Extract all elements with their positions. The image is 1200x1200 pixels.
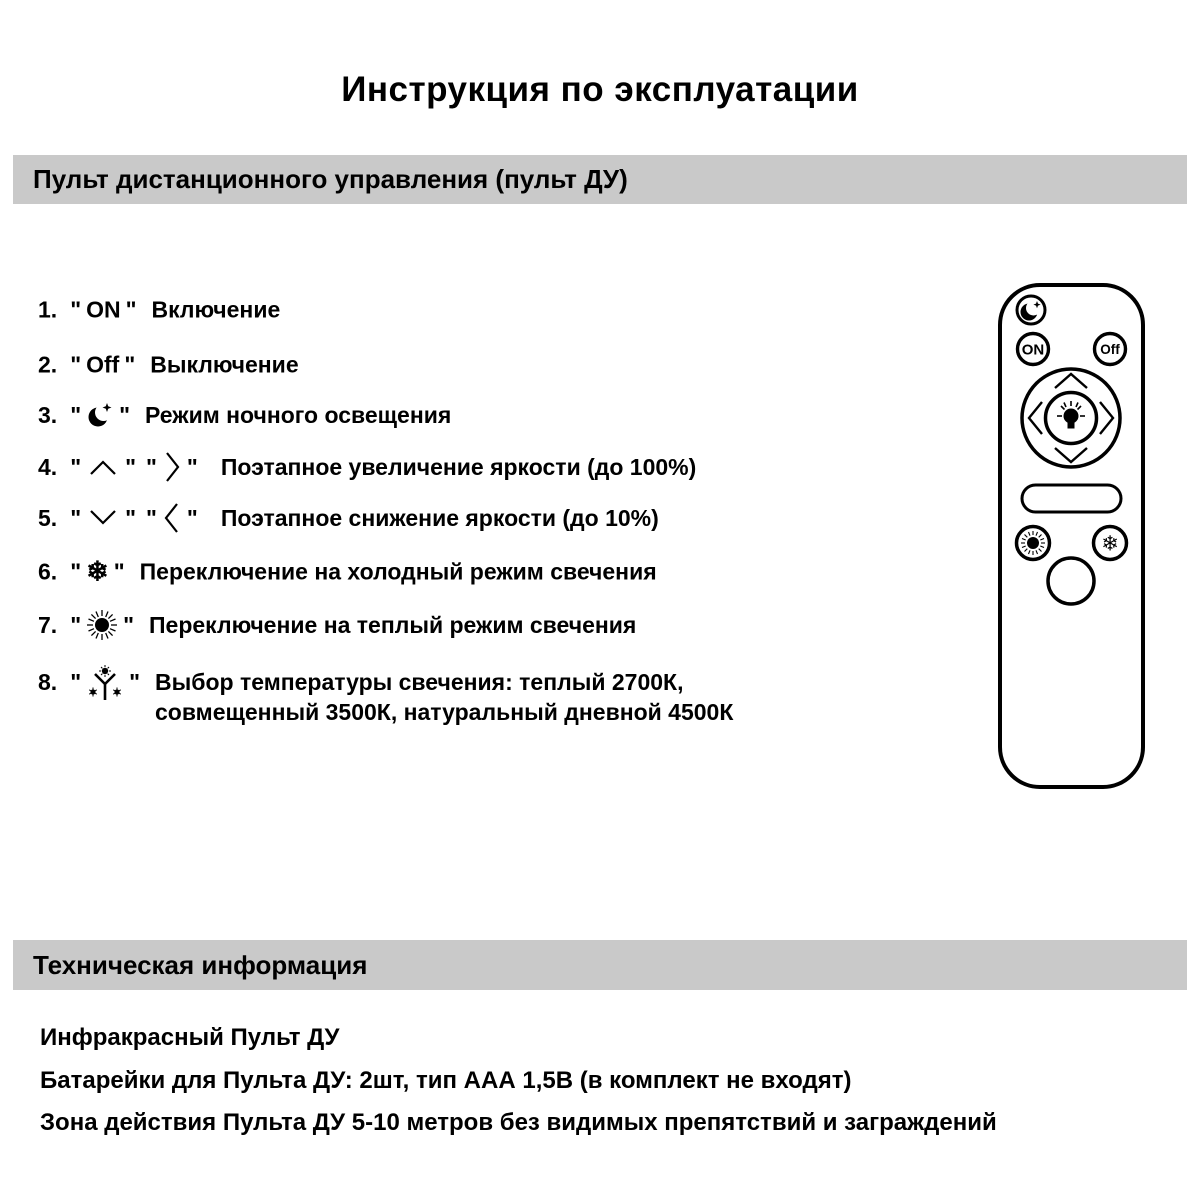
section-header-tech [13, 940, 1187, 990]
quote-mark: " [113, 558, 125, 585]
section-header-tech-label: Техническая информация [33, 949, 368, 980]
item-number: 2. [38, 351, 58, 378]
list-item [38, 448, 696, 486]
quote-mark: " [70, 296, 82, 323]
quote-mark: " [125, 296, 137, 323]
quote-mark: " [70, 351, 82, 378]
item-label-line1: Выбор температуры свечения: теплый 2700К, [155, 669, 684, 695]
section-header-remote [13, 155, 1187, 204]
quote-mark: " [186, 504, 198, 531]
quote-mark: " [70, 504, 82, 531]
remote-cold-button [1094, 527, 1127, 560]
item-number: 4. [38, 453, 58, 480]
remote-dpad [1022, 369, 1120, 467]
item-label-block [155, 667, 733, 727]
chevron-down-icon [86, 507, 120, 529]
item-number: 8. [38, 668, 58, 695]
quote-mark: " [125, 504, 136, 531]
tech-info-line: Зона действия Пульта ДУ 5-10 метров без видимых препятствий и заграждений [40, 1109, 997, 1136]
chevron-right-icon [162, 448, 182, 486]
item-label: Режим ночного освещения [145, 401, 452, 428]
list-item [38, 609, 636, 641]
remote-round-button [1048, 558, 1094, 604]
quote-mark: " [124, 351, 136, 378]
item-number: 3. [38, 401, 58, 428]
list-item [38, 400, 451, 430]
tech-info-line: Батарейки для Пульта ДУ: 2шт, тип ААА 1,5В (в комплект не входят) [40, 1067, 852, 1094]
quote-mark: " [119, 401, 130, 428]
remote-pill-button [1022, 485, 1121, 512]
quote-mark: " [146, 504, 157, 531]
moon-star-icon [86, 400, 114, 430]
item-label: Поэтапное снижение яркости (до 10%) [220, 504, 659, 531]
quote-mark: " [129, 668, 140, 695]
item-label: Включение [151, 296, 281, 323]
remote-off-button [1095, 334, 1126, 365]
quote-mark: " [146, 453, 157, 480]
section-header-remote-label: Пульт дистанционного управления (пульт ДУ) [33, 164, 628, 194]
svg-text:❄: ❄ [1101, 531, 1119, 556]
page-title: Инструкция по эксплуатации [341, 70, 859, 109]
remote-on-button [1018, 334, 1049, 365]
list-item [38, 499, 659, 537]
item-label: Поэтапное увеличение яркости (до 100%) [220, 453, 697, 480]
quote-mark: " [125, 453, 136, 480]
item-number: 1. [38, 296, 58, 323]
remote-warm-button [1017, 527, 1050, 560]
quote-mark: " [70, 401, 82, 428]
item-label: Выключение [150, 351, 299, 378]
quote-mark: " [70, 558, 82, 585]
quote-mark: " [70, 668, 82, 695]
quote-mark: " [186, 453, 198, 480]
list-item [38, 667, 733, 727]
item-number: 7. [38, 611, 58, 638]
list-item [38, 351, 299, 378]
quote-mark: " [123, 611, 134, 638]
chevron-left-icon [162, 499, 182, 537]
temp-select-icon [86, 664, 124, 704]
snowflake-icon: ❄ [86, 556, 109, 587]
list-item [38, 556, 657, 587]
tech-info-line: Инфракрасный Пульт ДУ [40, 1024, 340, 1051]
svg-text:Off: Off [1100, 342, 1120, 357]
item-label: Переключение на теплый режим свечения [149, 611, 637, 638]
svg-text:ON: ON [1021, 341, 1045, 359]
item-number: 6. [38, 558, 58, 585]
remote-control-illustration [995, 281, 1148, 793]
item-prefix [38, 667, 145, 697]
quote-mark: " [70, 611, 82, 638]
list-item [38, 296, 281, 323]
off-symbol: Off [86, 351, 120, 378]
chevron-up-icon [86, 456, 120, 478]
item-label: Переключение на холодный режим свечения [139, 558, 657, 585]
item-label-line2: совмещенный 3500К, натуральный дневной 4500К [155, 699, 734, 725]
quote-mark: " [70, 453, 82, 480]
remote-night-button [1017, 296, 1045, 324]
on-symbol: ON [86, 296, 121, 323]
item-number: 5. [38, 504, 58, 531]
warm-sun-icon [86, 609, 118, 641]
